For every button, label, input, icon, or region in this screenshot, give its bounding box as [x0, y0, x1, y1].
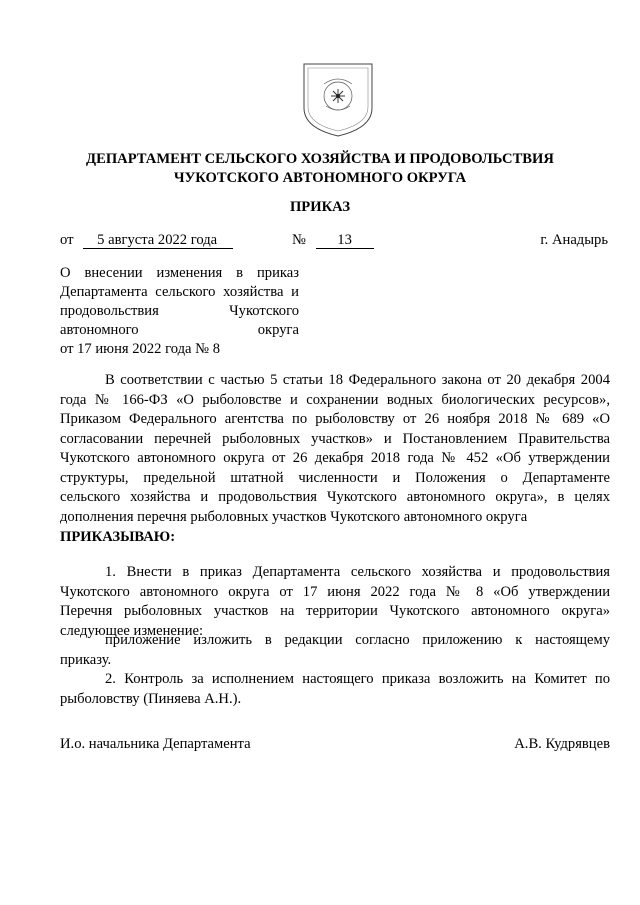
item-line: Перечня рыболовных участков на территории Чукотского автономного округа»	[60, 603, 610, 619]
from-label: от	[60, 232, 74, 248]
preamble-paragraph	[60, 371, 610, 527]
department-title-line2: ЧУКОТСКОГО АВТОНОМНОГО ОКРУГА	[173, 170, 467, 186]
order-date: 5 августа 2022 года	[83, 233, 233, 249]
coat-of-arms-emblem	[302, 62, 374, 138]
preamble-line: согласовании перечней рыболовных участков» и Постановлением Правительства	[60, 430, 610, 447]
order-directive-word: ПРИКАЗЫВАЮ:	[60, 529, 176, 545]
item-line: рыболовству (Пиняева А.Н.).	[60, 690, 242, 707]
number-label: №	[292, 232, 306, 248]
subject-line: О внесении изменения в приказ	[60, 265, 299, 281]
item-line: приложение изложить в редакции согласно приложению к настоящему	[105, 632, 610, 648]
order-subject	[60, 264, 299, 359]
order-item-1	[60, 563, 610, 641]
order-number: 13	[316, 233, 374, 249]
subject-line: продовольствия Чукотского	[60, 303, 299, 319]
preamble-line: Приказом Федерального агентства по рыболовству от 26 ноября 2018 № 689 «О	[60, 411, 610, 427]
document-type-title: ПРИКАЗ	[289, 199, 351, 215]
number-field	[292, 232, 374, 249]
preamble-line: года № 166-ФЗ «О рыболовстве и сохранении водных биологических ресурсов»,	[60, 391, 610, 408]
date-field	[60, 232, 233, 249]
order-item-2	[60, 670, 610, 709]
subject-line: от 17 июня 2022 года № 8	[60, 341, 221, 357]
department-title-line1: ДЕПАРТАМЕНТ СЕЛЬСКОГО ХОЗЯЙСТВА И ПРОДОВОЛЬСТВИЯ	[86, 151, 554, 167]
preamble-line: структуры, предельной штатной численности и Положения о Департаменте	[60, 469, 610, 486]
signatory-position: И.о. начальника Департамента	[60, 736, 251, 752]
item-line: 1. Внести в приказ Департамента сельского хозяйства и продовольствия	[105, 564, 610, 580]
preamble-line: сельского хозяйства и продовольствия Чукотского автономного округа», в целях	[60, 489, 610, 505]
item-line: следующее изменение:	[60, 622, 204, 639]
subject-line: Департамента сельского хозяйства и	[60, 284, 299, 300]
preamble-line: дополнения перечня рыболовных участков Чукотского автономного округа	[60, 508, 528, 525]
item-line: 2. Контроль за исполнением настоящего приказа возложить на Комитет по	[105, 671, 610, 687]
city: г. Анадырь	[540, 232, 608, 248]
signatory-name: А.В. Кудрявцев	[514, 736, 610, 752]
subject-line: автономного округа	[60, 322, 299, 338]
preamble-line: В соответствии с частью 5 статьи 18 Федерального закона от 20 декабря 2004	[105, 372, 610, 388]
order-item-1-detail	[60, 631, 610, 670]
item-line: приказу.	[60, 651, 112, 668]
preamble-line: Чукотского автономного округа от 26 декабря 2018 года № 452 «Об утверждении	[60, 450, 610, 466]
item-line: Чукотского автономного округа от 17 июня 2022 года № 8 «Об утверждении	[60, 583, 610, 600]
